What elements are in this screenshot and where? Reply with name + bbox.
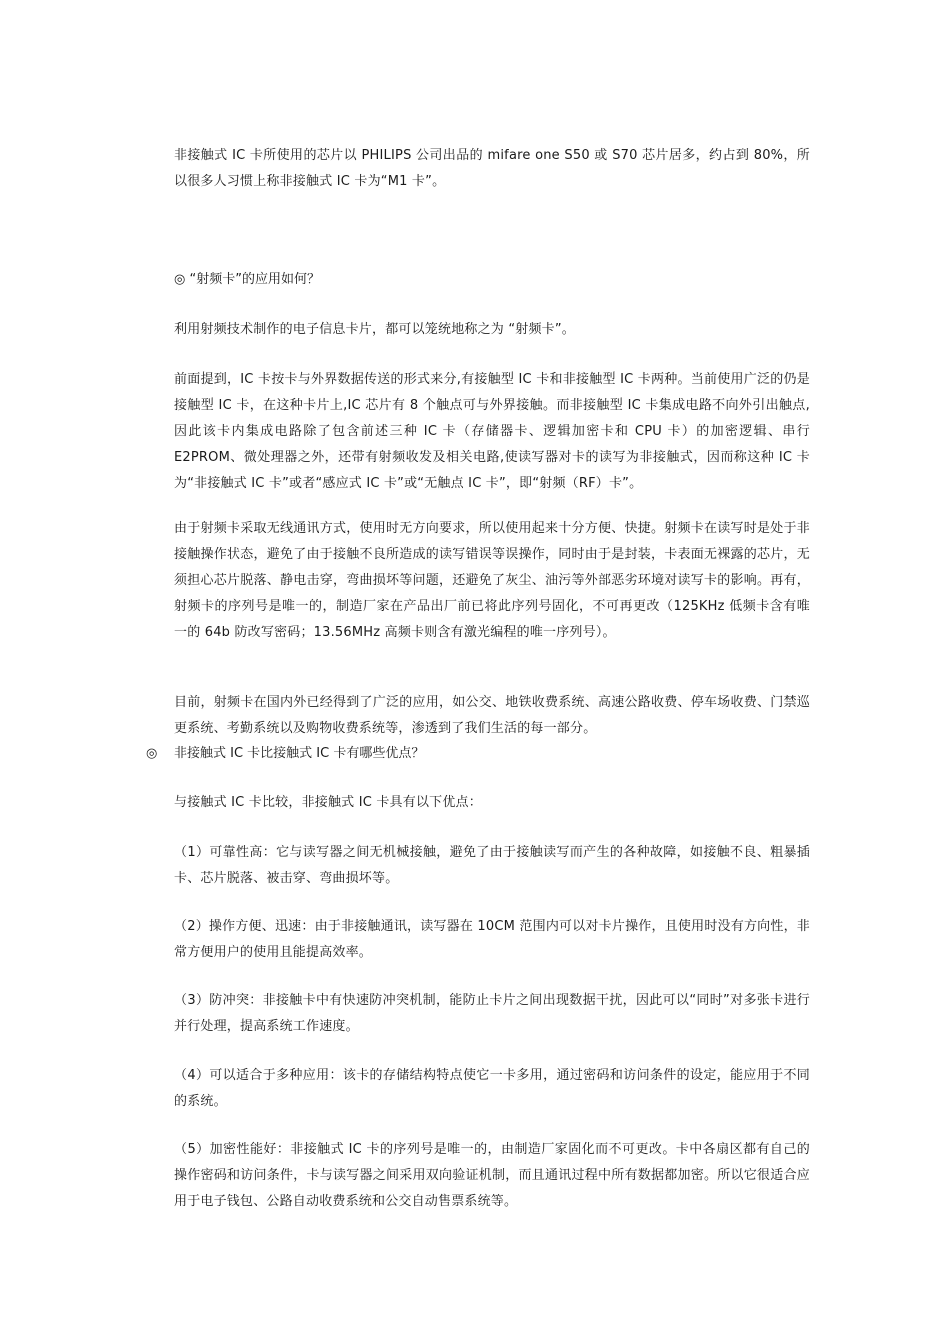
rf-usage-paragraph: 目前，射频卡在国内外已经得到了广泛的应用，如公交、地铁收费系统、高速公路收费、停车场收费、门禁巡更系统、考勤系统以及购物收费系统等，渗透到了我们生活的每一部分。	[174, 695, 810, 736]
rf-advantages-paragraph: 由于射频卡采取无线通讯方式，使用时无方向要求，所以使用起来十分方便、快捷。射频卡在读写时是处于非接触操作状态，避免了由于接触不良所造成的读写错误等误操作，同时由于是封装，卡表面无裸露的芯片，无须担心芯片脱落、静电击穿，弯曲损坏等问题，还避免了灰尘、油污等外部恶劣环境对读写卡的影响。再有，射频卡的序列号是唯一的，制造厂家在产品出厂前已将此序列号固化，不可再更改（125KHz 低频卡含有唯一的 64b 防改写密码；13.56MHz 高频卡则含有激光编程的唯一序列号）。	[174, 521, 810, 640]
advantage-point-2: （2）操作方便、迅速：由于非接触通讯，读写器在 10CM 范围内可以对卡片操作，且使用时没有方向性，非常方便用户的使用且能提高效率。	[174, 919, 810, 960]
compare-heading-bullet: ◎	[146, 746, 158, 761]
advantage-point-1: （1）可靠性高：它与读写器之间无机械接触，避免了由于接触读写而产生的各种故障，如接触不良、粗暴插卡、芯片脱落、被击穿、弯曲损坏等。	[174, 845, 810, 886]
intro-paragraph: 非接触式 IC 卡所使用的芯片以 PHILIPS 公司出品的 mifare one S50 或 S70 芯片居多，约占到 80%，所以很多人习惯上称非接触式 IC 卡为“M1 卡”。	[174, 148, 810, 189]
compare-heading: 非接触式 IC 卡比接触式 IC 卡有哪些优点？	[174, 746, 425, 761]
compare-intro-paragraph: 与接触式 IC 卡比较，非接触式 IC 卡具有以下优点：	[174, 795, 482, 810]
rf-definition-paragraph: 利用射频技术制作的电子信息卡片，都可以笼统地称之为 “射频卡”。	[174, 322, 576, 337]
rf-application-heading: ◎ “射频卡”的应用如何？	[174, 272, 320, 287]
rf-types-paragraph: 前面提到，IC 卡按卡与外界数据传送的形式来分,有接触型 IC 卡和非接触型 IC 卡两种。当前使用广泛的仍是接触型 IC 卡，在这种卡片上,IC 芯片有 8 个触点可与外界接触。而非接触型 IC 卡集成电路不向外引出触点,因此该卡内集成电路除了包含前述三种 IC 卡（存储器卡、逻辑加密卡和 CPU 卡）的加密逻辑、串行 E2PROM、微处理器之外，还带有射频收发及相关电路,使读写器对卡的读写为非接触式，因而称这种 IC 卡为“非接触式 IC 卡”或者“感应式 IC 卡”或“无触点 IC 卡”，即“射频（RF）卡”。	[174, 372, 810, 491]
advantage-point-3: （3）防冲突：非接触卡中有快速防冲突机制，能防止卡片之间出现数据干扰，因此可以“同时”对多张卡进行并行处理，提高系统工作速度。	[174, 993, 810, 1034]
advantage-point-5: （5）加密性能好：非接触式 IC 卡的序列号是唯一的，由制造厂家固化而不可更改。卡中各扇区都有自己的操作密码和访问条件，卡与读写器之间采用双向验证机制，而且通讯过程中所有数据都加密。所以它很适合应用于电子钱包、公路自动收费系统和公交自动售票系统等。	[174, 1142, 810, 1209]
advantage-point-4: （4）可以适合于多种应用：该卡的存储结构特点使它一卡多用，通过密码和访问条件的设定，能应用于不同的系统。	[174, 1068, 810, 1109]
